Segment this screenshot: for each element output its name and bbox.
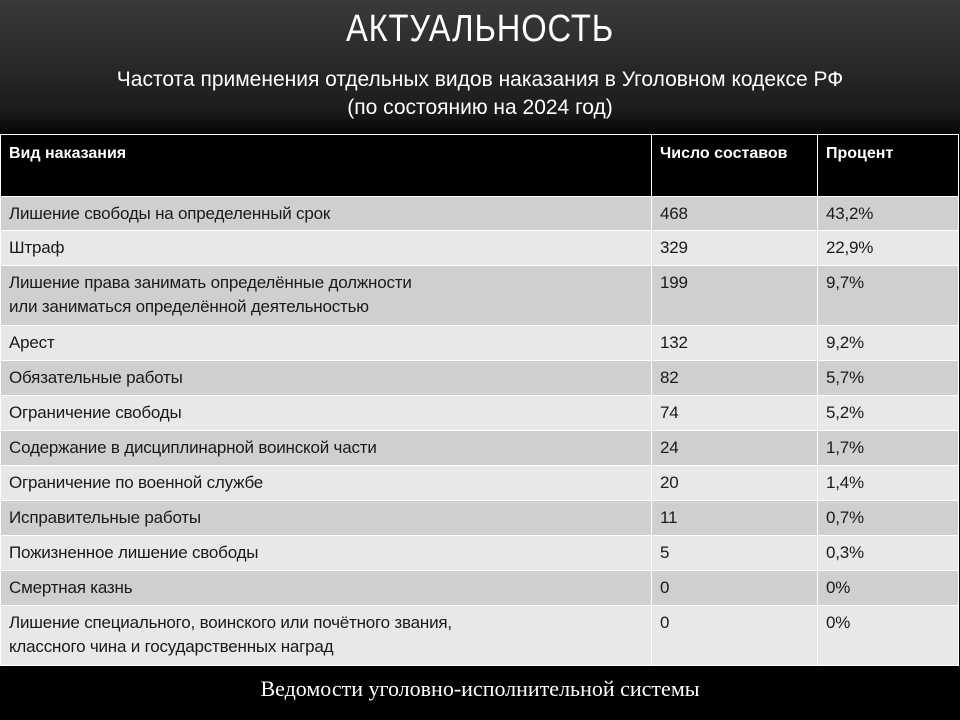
cell-percent: 5,2%	[818, 396, 959, 431]
cell-percent: 9,2%	[818, 326, 959, 361]
header-count: Число составов	[652, 135, 818, 197]
table-row	[1, 606, 959, 666]
cell-punishment-type	[1, 571, 652, 606]
slide-title: АКТУАЛЬНОСТЬ	[345, 8, 615, 50]
table-row	[1, 536, 959, 571]
table-row	[1, 571, 959, 606]
cell-count: 199	[652, 266, 818, 326]
cell-punishment-type	[1, 396, 652, 431]
cell-text-line: или заниматься определённой деятельностью	[9, 297, 369, 316]
cell-text-line: Ограничение по военной службе	[9, 473, 264, 492]
cell-percent: 1,7%	[818, 431, 959, 466]
cell-percent: 5,7%	[818, 361, 959, 396]
cell-text-line: Лишение свободы на определенный срок	[9, 204, 331, 223]
cell-punishment-type	[1, 231, 652, 266]
cell-count: 5	[652, 536, 818, 571]
cell-text-line: Обязательные работы	[9, 368, 183, 387]
header-percent: Процент	[818, 135, 959, 197]
footer-source: Ведомости уголовно-исполнительной системы	[260, 676, 700, 701]
cell-count: 11	[652, 501, 818, 536]
cell-percent: 43,2%	[818, 197, 959, 231]
cell-text-line: Исправительные работы	[9, 508, 201, 527]
cell-count: 74	[652, 396, 818, 431]
cell-percent: 9,7%	[818, 266, 959, 326]
subtitle-line-1: Частота применения отдельных видов наказания в Уголовном кодексе РФ	[116, 68, 844, 91]
table-row	[1, 431, 959, 466]
slide-subtitle	[0, 66, 960, 122]
table-row	[1, 361, 959, 396]
cell-count: 0	[652, 571, 818, 606]
table-row	[1, 231, 959, 266]
cell-text-line: классного чина и государственных наград	[9, 637, 334, 656]
cell-text-line: Содержание в дисциплинарной воинской части	[9, 438, 377, 457]
cell-count: 329	[652, 231, 818, 266]
cell-count: 132	[652, 326, 818, 361]
cell-text-line: Лишение права занимать определённые должности	[9, 273, 412, 292]
table-row	[1, 466, 959, 501]
cell-text-line: Ограничение свободы	[9, 403, 182, 422]
cell-text-line: Смертная казнь	[9, 578, 133, 597]
punishment-table	[0, 134, 959, 666]
cell-text-line: Штраф	[9, 238, 65, 257]
cell-text-line: Пожизненное лишение свободы	[9, 543, 259, 562]
header-punishment-type: Вид наказания	[1, 135, 652, 197]
cell-punishment-type	[1, 266, 652, 326]
cell-percent: 0%	[818, 606, 959, 666]
cell-punishment-type	[1, 361, 652, 396]
cell-punishment-type	[1, 431, 652, 466]
cell-count: 24	[652, 431, 818, 466]
cell-count: 0	[652, 606, 818, 666]
cell-percent: 22,9%	[818, 231, 959, 266]
cell-count: 468	[652, 197, 818, 231]
cell-punishment-type	[1, 197, 652, 231]
cell-punishment-type	[1, 536, 652, 571]
cell-percent: 0,3%	[818, 536, 959, 571]
cell-punishment-type	[1, 501, 652, 536]
table-row	[1, 326, 959, 361]
cell-count: 20	[652, 466, 818, 501]
table-header-row	[1, 135, 959, 197]
subtitle-line-2: (по состоянию на 2024 год)	[347, 96, 613, 119]
cell-punishment-type	[1, 326, 652, 361]
cell-count: 82	[652, 361, 818, 396]
cell-text-line: Лишение специального, воинского или почётного звания,	[9, 613, 452, 632]
cell-percent: 0,7%	[818, 501, 959, 536]
cell-percent: 1,4%	[818, 466, 959, 501]
cell-punishment-type	[1, 606, 652, 666]
table-row	[1, 396, 959, 431]
table-row	[1, 266, 959, 326]
table-row	[1, 501, 959, 536]
cell-text-line: Арест	[9, 333, 55, 352]
cell-punishment-type	[1, 466, 652, 501]
cell-percent: 0%	[818, 571, 959, 606]
punishment-table-container	[0, 134, 958, 666]
table-row	[1, 197, 959, 231]
